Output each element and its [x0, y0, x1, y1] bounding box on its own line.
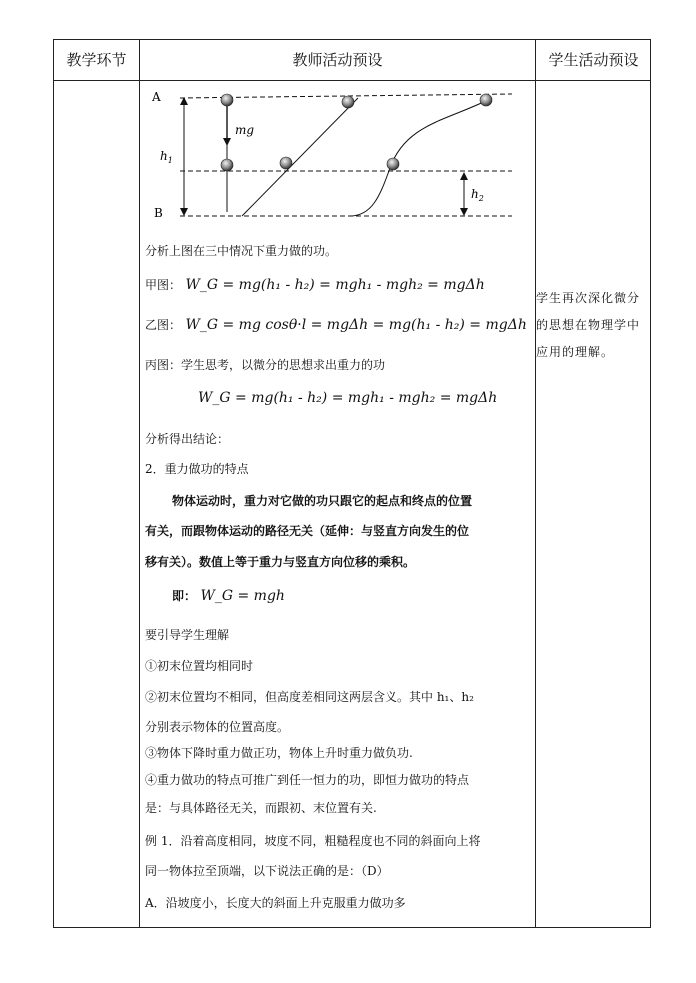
bold-line-2: 有关，而跟物体运动的路径无关（延伸：与竖直方向发生的位 [145, 524, 470, 538]
ball-top-vertical [221, 94, 233, 106]
header-divider [54, 80, 650, 81]
ji-formula: W_G = mgh [200, 588, 285, 604]
example-line-1: 例 1．沿着高度相同，坡度不同，粗糙程度也不同的斜面向上将 [145, 834, 481, 848]
item-4-line-2: 是：与具体路径无关，而跟初、末位置有关. [145, 801, 377, 815]
example-line-2: 同一物体拉至顶端，以下说法正确的是：（D） [145, 864, 389, 878]
yi-label: 乙图： [145, 318, 182, 332]
guide-text: 要引导学生理解 [145, 628, 230, 642]
item-2-line-1: ②初末位置均不相同，但高度差相同这两层含义。其中 h₁、h₂ [145, 690, 474, 704]
option-a: A．沿坡度小，长度大的斜面上升克服重力做功多 [145, 896, 406, 910]
jia-formula-line [145, 276, 485, 293]
inclined-path [242, 98, 358, 216]
header-teacher-activity: 教师活动预设 [292, 51, 383, 69]
bold-line-3: 移有关）。数值上等于重力与竖直方向位移的乘积。 [145, 555, 416, 569]
header-student-activity: 学生活动预设 [548, 51, 639, 69]
item-2-line-2: 分别表示物体的位置高度。 [145, 720, 290, 734]
yi-formula-line [145, 316, 527, 333]
label-a: A [152, 90, 161, 104]
conclusion-text: 分析得出结论： [145, 432, 230, 446]
header-teaching-phase: 教学环节 [66, 51, 127, 69]
ball-mid-curve [387, 158, 399, 170]
jia-label: 甲图： [145, 278, 182, 292]
ball-top-curve [480, 94, 492, 106]
jia-formula: W_G = mg(h₁ - h₂) = mgh₁ - mgh₂ = mgΔh [185, 277, 485, 293]
yi-formula: W_G = mg cosθ·l = mgΔh = mg(h₁ - h₂) = mgΔh [185, 317, 527, 333]
item-1: ①初末位置均相同时 [145, 659, 254, 673]
label-h1: h [160, 149, 168, 163]
intro-text: 分析上图在三中情况下重力做的功。 [145, 244, 338, 258]
ball-top-incline [342, 96, 354, 108]
student-activity-text: 学生再次深化微分的思想在物理学中应用的理解。 [536, 291, 641, 359]
bold-line-1: 物体运动时，重力对它做的功只跟它的起点和终点的位置 [172, 494, 473, 508]
gravity-work-diagram [140, 84, 540, 224]
ball-mid-vertical [221, 159, 233, 171]
label-b: B [154, 206, 163, 220]
bing-text: 丙图：学生思考，以微分的思想求出重力的功 [145, 358, 386, 372]
ji-formula-line [172, 587, 285, 604]
section2-heading: 2．重力做功的特点 [145, 462, 249, 476]
label-h2: h [471, 187, 479, 201]
ball-mid-incline [280, 157, 292, 169]
svg-text:h2 [471, 187, 484, 203]
item-4-line-1: ④重力做功的特点可推广到任一恒力的功，即恒力做功的特点 [145, 773, 470, 787]
ji-label: 即： [172, 589, 197, 603]
item-3: ③物体下降时重力做正功，物体上升时重力做负功. [145, 746, 413, 760]
bing-formula: W_G = mg(h₁ - h₂) = mgh₁ - mgh₂ = mgΔh [198, 390, 498, 406]
svg-text:h1 [160, 149, 173, 165]
label-h2-sub: 2 [478, 194, 484, 203]
label-mg: mg [235, 123, 255, 137]
label-h1-sub: 1 [167, 156, 173, 165]
